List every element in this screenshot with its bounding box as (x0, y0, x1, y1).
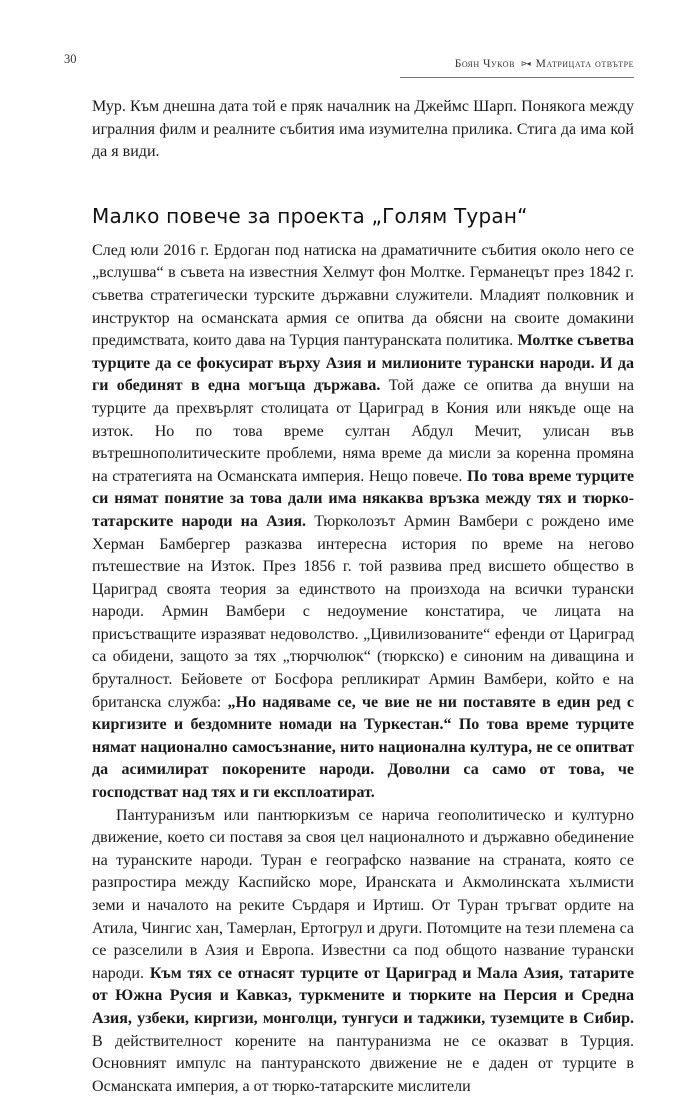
book-title: Матрицата отвътре (535, 58, 634, 70)
section-title: Малко повече за проекта „Голям Туран“ (92, 203, 528, 228)
separator-icon: ⊳◂ (520, 58, 530, 68)
text-run: Той даже се опитва да внуши на турците да прехвърлят столицата от Цариград в Кония или някъде още на изток. Но по това време султан Абдул Мечит, улисан във вътрешнополитическите проблеми, няма време да мисли за коренна промяна на стратегията на Османската империя. Нещо повече. (92, 377, 634, 485)
text-run: Тюрколозът Армин Вамбери с рождено име Херман Бамбергер разказва интересна история по време на негово пътешествие на Изток. През 1856 г. той развива пред висшето общество в Цариград своята теория за единството на произхода на всички турански народи. Армин Вамбери с недоумение констатира, че лицата на присъстващите изразяват недоволство. „Цивилизованите“ ефенди от Цариград са обидени, защото за тях „тюрчюлюк“ (тюркско) е синоним на диващина и бруталност. Бейовете от Босфора репликират Армин Вамбери, който е на британска служба: (92, 512, 634, 711)
paragraph-moltke (92, 240, 634, 805)
intro-paragraph: Мур. Към днешна дата той е пряк началник на Джеймс Шарп. Понякога между игралния филм и реалните събития има изумителна прилика. Стига да има кой да я види. (92, 98, 634, 161)
bold-run: По това време турците си нямат понятие за това дали има някаква връзка между тях и тюрко-татарските народи на Азия. (92, 467, 634, 530)
text-run: В действителност корените на пантуранизма не се оказват в Турция. Основният импулс на пантуранското движение не е даден от турците в Османската империя, а от тюрко-татарските мислители (92, 1032, 634, 1095)
bold-run: Молтке съветва турците да се фокусират върху Азия и милионите турански народи. И да ги обединят в една могъща държава. (92, 332, 634, 395)
running-head (455, 58, 634, 70)
page-content (92, 96, 634, 1098)
header-rule (400, 77, 634, 78)
text-run: След юли 2016 г. Ердоган под натиска на драматичните събития около него се „вслушва“ в съвета на известния Хелмут фон Молтке. Германецът през 1842 г. съветва стратегически турските държавни служители. Младият полковник и инструктор на османската армия се опитва да обясни на своите домакини предимствата, които дава на Турция пантуранската политика. (92, 241, 634, 350)
author-name: Боян Чуков (454, 58, 515, 70)
text-run: Пантуранизъм или пантюркизъм се нарича геополитическо и културно движение, което си поставя за своя цел националното и държавно обединение на туранските народи. Туран е географско название на страната, която се разпростира между Каспийско море, Иранската и Акмолинската хълмисти земи и началото на реките Сърдаря и Иртиш. От Туран тръгват ордите на Атила, Чингис хан, Тамерлан, Ертогрул и други. Потомците на тези племена са се разселили в Азия и Европа. Известни са под общото название турански народи. (92, 806, 634, 982)
page-number: 30 (64, 52, 77, 66)
bold-run: „Но надяваме се, че вие не ни поставяте в един ред с киргизите и бездомните номади на Туркестан.“ По това време турците нямат национално самосъзнание, нито национална култура, не се опитват да асимилират покорените народи. Доволни са само от това, че господстват над тях и ги експлоатират. (92, 693, 634, 802)
bold-run: Към тях се отнасят турците от Цариград и Мала Азия, татарите от Южна Русия и Кавказ, туркмените и тюрките на Персия и Средна Азия, узбеки, киргизи, монголци, тунгуси и таджики, туземците в Сибир. (92, 964, 634, 1027)
paragraph-panturanism (92, 805, 634, 1098)
